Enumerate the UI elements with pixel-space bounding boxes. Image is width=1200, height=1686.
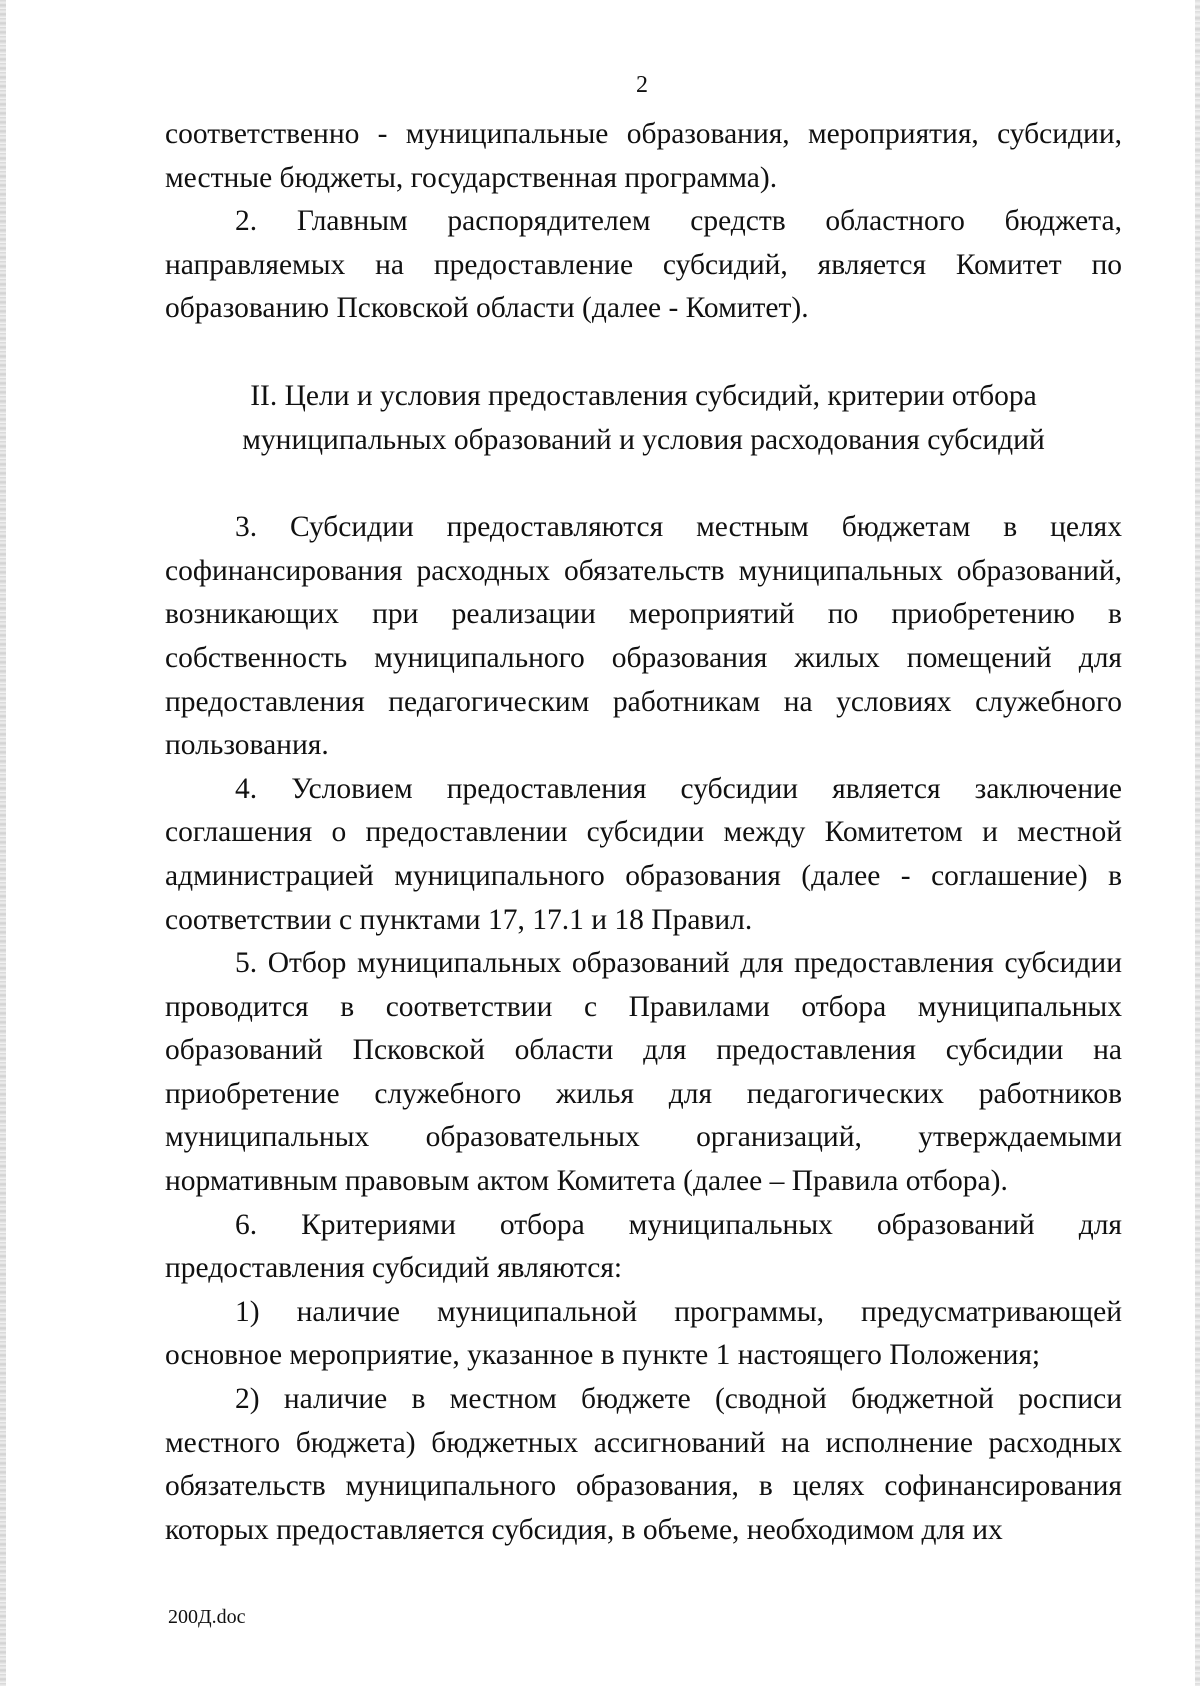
paragraph-2: 2. Главным распорядителем средств областного бюджета, направляемых на предоставление субсидий, является Комитет по образованию Псковской области (далее - Комитет).: [165, 205, 1122, 325]
paragraph-continuation: соответственно - муниципальные образования, мероприятия, субсидии, местные бюджеты, государственная программа).: [165, 118, 1122, 194]
paragraph-6: 6. Критериями отбора муниципальных образований для предоставления субсидий являются:: [165, 1208, 1122, 1285]
list-item-2: 2) наличие в местном бюджете (сводной бюджетной росписи местного бюджета) бюджетных ассигнований на исполнение расходных обязательств муниципального образования, в целях софинансирования которых предоставляется субсидия, в объеме, необходимом для их: [165, 1383, 1122, 1546]
spacer: [165, 462, 1122, 506]
file-name-footer: 200Д.doc: [168, 1606, 246, 1628]
paragraph-4: 4. Условием предоставления субсидии является заключение соглашения о предоставлении субсидии между Комитетом и местной администрацией муниципального образования (далее - соглашение) в соответствии с пунктами 17, 17.1 и 18 Правил.: [165, 772, 1122, 936]
section-heading-line-2: муниципальных образований и условия расходования субсидий: [242, 423, 1045, 456]
scan-edge-left: [0, 0, 6, 1686]
paragraph-3: 3. Субсидии предоставляются местным бюджетам в целях софинансирования расходных обязательств муниципальных образований, возникающих при реализации мероприятий по приобретению в собственность муниципального образования жилых помещений для предоставления педагогическим работникам на условиях служебного пользования.: [165, 511, 1122, 762]
spacer: [165, 331, 1122, 375]
section-heading-line-1: II. Цели и условия предоставления субсидий, критерии отбора: [250, 379, 1037, 412]
page-number: 2: [636, 72, 648, 98]
list-item-1: 1) наличие муниципальной программы, предусматривающей основное мероприятие, указанное в пункте 1 настоящего Положения;: [165, 1295, 1122, 1372]
paragraph-5: 5. Отбор муниципальных образований для предоставления субсидии проводится в соответствии с Правилами отбора муниципальных образований Псковской области для предоставления субсидии на приобретение служебного жилья для педагогических работников муниципальных образовательных организаций, утверждаемыми нормативным правовым актом Комитета (далее – Правила отбора).: [165, 947, 1122, 1198]
document-body: [165, 113, 1122, 1552]
scan-edge-right: [1195, 0, 1200, 1686]
